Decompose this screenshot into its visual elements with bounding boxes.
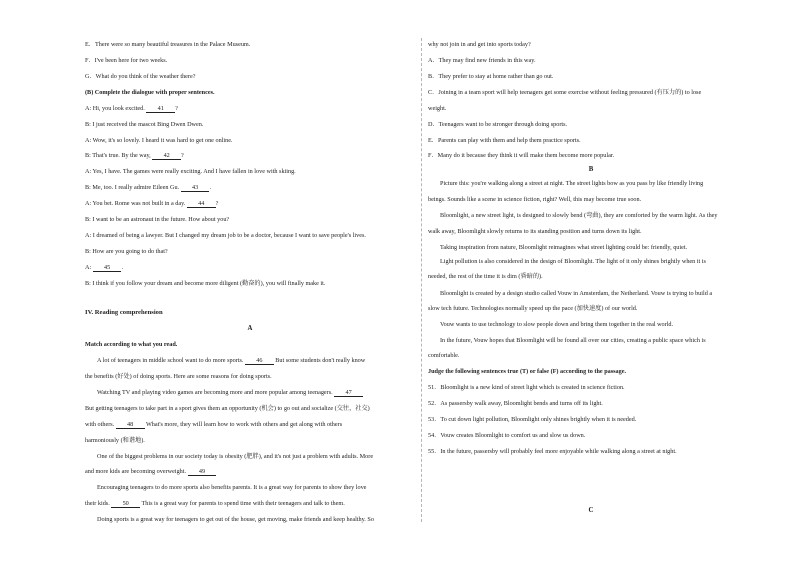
passage-line: Light pollution is also considered in the design of Bloomlight. The light of it only shines brightly when it is <box>440 258 706 265</box>
passage-line: their kids. 50 This is a great way for parents to spend time with their teenagers and talk to them. <box>85 500 345 507</box>
passage-line: Bloomlight, a new street light, is designed to slowly bend (弯曲), they are comforted by the warm light. As they <box>440 212 718 219</box>
dialogue-line: B: Me, too. I really admire Eileen Gu. 43 . <box>85 184 212 191</box>
answer-blank[interactable]: 45 <box>94 264 120 271</box>
answer-blank[interactable]: 46 <box>246 357 272 364</box>
passage-line: comfortable. <box>428 352 460 359</box>
option-b: B．They prefer to stay at home rather than go out. <box>428 73 554 80</box>
dialogue-line: A: You bet. Rome was not built in a day. 44 ? <box>85 200 219 207</box>
dialogue-line: A: 45 . <box>85 264 124 271</box>
option-a: A．They may find new friends in this way. <box>428 57 536 64</box>
answer-blank[interactable]: 42 <box>154 152 180 159</box>
tf-item: 52．As passersby walk away, Bloomlight bends and turns off its light. <box>428 400 603 407</box>
dialogue-line: B: How are you going to do that? <box>85 248 168 255</box>
passage-line: A lot of teenagers in middle school want to do more sports. 46 But some students don't really know <box>97 357 366 364</box>
option-d: D．Teenagers want to be stronger through doing sports. <box>428 121 568 128</box>
passage-line: the benefits (好处) of doing sports. Here are some reasons for doing sports. <box>85 373 272 380</box>
answer-blank[interactable]: 49 <box>189 468 215 475</box>
tf-item: 55．In the future, passersby will probably feel more enjoyable while walking along a street at night. <box>428 448 677 455</box>
tf-item: 51．Bloomlight is a new kind of street light which is created in science fiction. <box>428 384 625 391</box>
passage-line: But getting teenagers to take part in a sport gives them an opportunity (机会) to go out and socialize (交往，社交) <box>85 405 370 412</box>
dialogue-line: A: Wow, it's so lovely. I heard it was hard to get one online. <box>85 137 233 144</box>
dialogue-line: B: I just received the mascot Bing Dwen Dwen. <box>85 121 204 128</box>
passage-line: Taking inspiration from nature, Bloomlight reimagines what street lighting could be: friendly, quiet. <box>440 244 688 251</box>
dialogue-line: A: I dreamed of being a lawyer. But I changed my dream job to be a doctor, because I want to save people's lives. <box>85 232 366 239</box>
passage-line: Watching TV and playing video games are becoming more and more popular among teenagers. 47 <box>97 389 361 396</box>
passage-line: Picture this: you're walking along a street at night. The street lights bow as you pass by like friendly living <box>440 180 704 187</box>
dialogue-title: (B) Complete the dialogue with proper sentences. <box>85 89 215 96</box>
option-f: F．I've been here for two weeks. <box>85 57 168 64</box>
match-title: Match according to what you read. <box>85 341 178 348</box>
part-b-label: B <box>588 166 594 173</box>
answer-blank[interactable]: 47 <box>336 389 361 396</box>
option-e: E．There were so many beautiful treasures in the Palace Museum. <box>85 41 251 48</box>
option-c-continued: weight. <box>428 105 447 112</box>
tf-title: Judge the following sentences true (T) or false (F) according to the passage. <box>428 368 627 375</box>
column-divider <box>421 38 422 522</box>
passage-line: Bloomlight is created by a design studio called Vouw in Amsterdam, the Netherland. Vouw is trying to build a <box>440 290 713 297</box>
passage-line: needed, the rest of the time it is dim (昏暗的). <box>428 273 543 280</box>
passage-line: slow tech future. Technologies normally speed up the pace (加快速度) of our world. <box>428 305 638 312</box>
passage-line: with others. 48 What's more, they will learn how to work with others and get along with others <box>85 421 343 428</box>
part-c-label: C <box>588 507 594 514</box>
passage-line: walk away, Bloomlight slowly returns to its standing position and turns down its light. <box>428 228 642 235</box>
passage-line: and more kids are becoming overweight. 49 <box>85 468 215 475</box>
section-title: IV. Reading comprehension <box>85 309 163 316</box>
answer-blank[interactable]: 44 <box>188 200 214 207</box>
answer-blank[interactable]: 48 <box>117 421 143 428</box>
passage-line: Encouraging teenagers to do more sports also benefits parents. It is a great way for parents to show they love <box>97 484 367 491</box>
tf-item: 54．Vouw creates Bloomlight to comfort us and slow us down. <box>428 432 586 439</box>
option-f: F．Many do it because they think it will make them become more popular. <box>428 152 615 159</box>
dialogue-line: B: I want to be an astronaut in the future. How about you? <box>85 216 230 223</box>
option-g: G．What do you think of the weather there? <box>85 73 196 80</box>
option-c: C．Joining in a team sport will help teenagers get some exercise without feeling pressured (有压力的) to lose <box>428 89 702 96</box>
answer-blank[interactable]: 41 <box>148 105 174 112</box>
answer-blank[interactable]: 43 <box>182 184 208 191</box>
dialogue-line: B: I think if you follow your dream and become more diligent (勤奋的), you will finally make it. <box>85 280 326 287</box>
dialogue-line: A: Hi, you look excited. 41 ? <box>85 105 178 112</box>
answer-blank[interactable]: 50 <box>113 500 139 507</box>
passage-line: Doing sports is a great way for teenagers to get out of the house, get moving, make friends and keep healthy. So <box>97 516 374 523</box>
tf-item: 53．To cut down light pollution, Bloomlight only shines brightly when it is needed. <box>428 416 637 423</box>
passage-line: beings. Sounds like a scene in science fiction, right? Well, this may become true soon. <box>428 196 642 203</box>
passage-line: One of the biggest problems in our society today is obesity (肥胖), and it's not just a problem with adults. More <box>97 453 374 460</box>
part-a-label: A <box>247 325 253 332</box>
passage-line: Vouw wants to use technology to slow people down and bring them together in the real world. <box>440 321 674 328</box>
passage-line: In the future, Vouw hopes that Bloomlight will be found all over our cities, creating a public space which is <box>440 337 706 344</box>
option-e: E．Parents can play with them and help them practice sports. <box>428 137 581 144</box>
dialogue-line: B: That's true. By the way, 42 ? <box>85 152 184 159</box>
passage-continuation: why not join in and get into sports today? <box>428 41 531 48</box>
passage-line: harmoniously (和谐地). <box>85 437 145 444</box>
dialogue-line: A: Yes, I have. The games were really exciting. And I have fallen in love with skiing. <box>85 168 296 175</box>
